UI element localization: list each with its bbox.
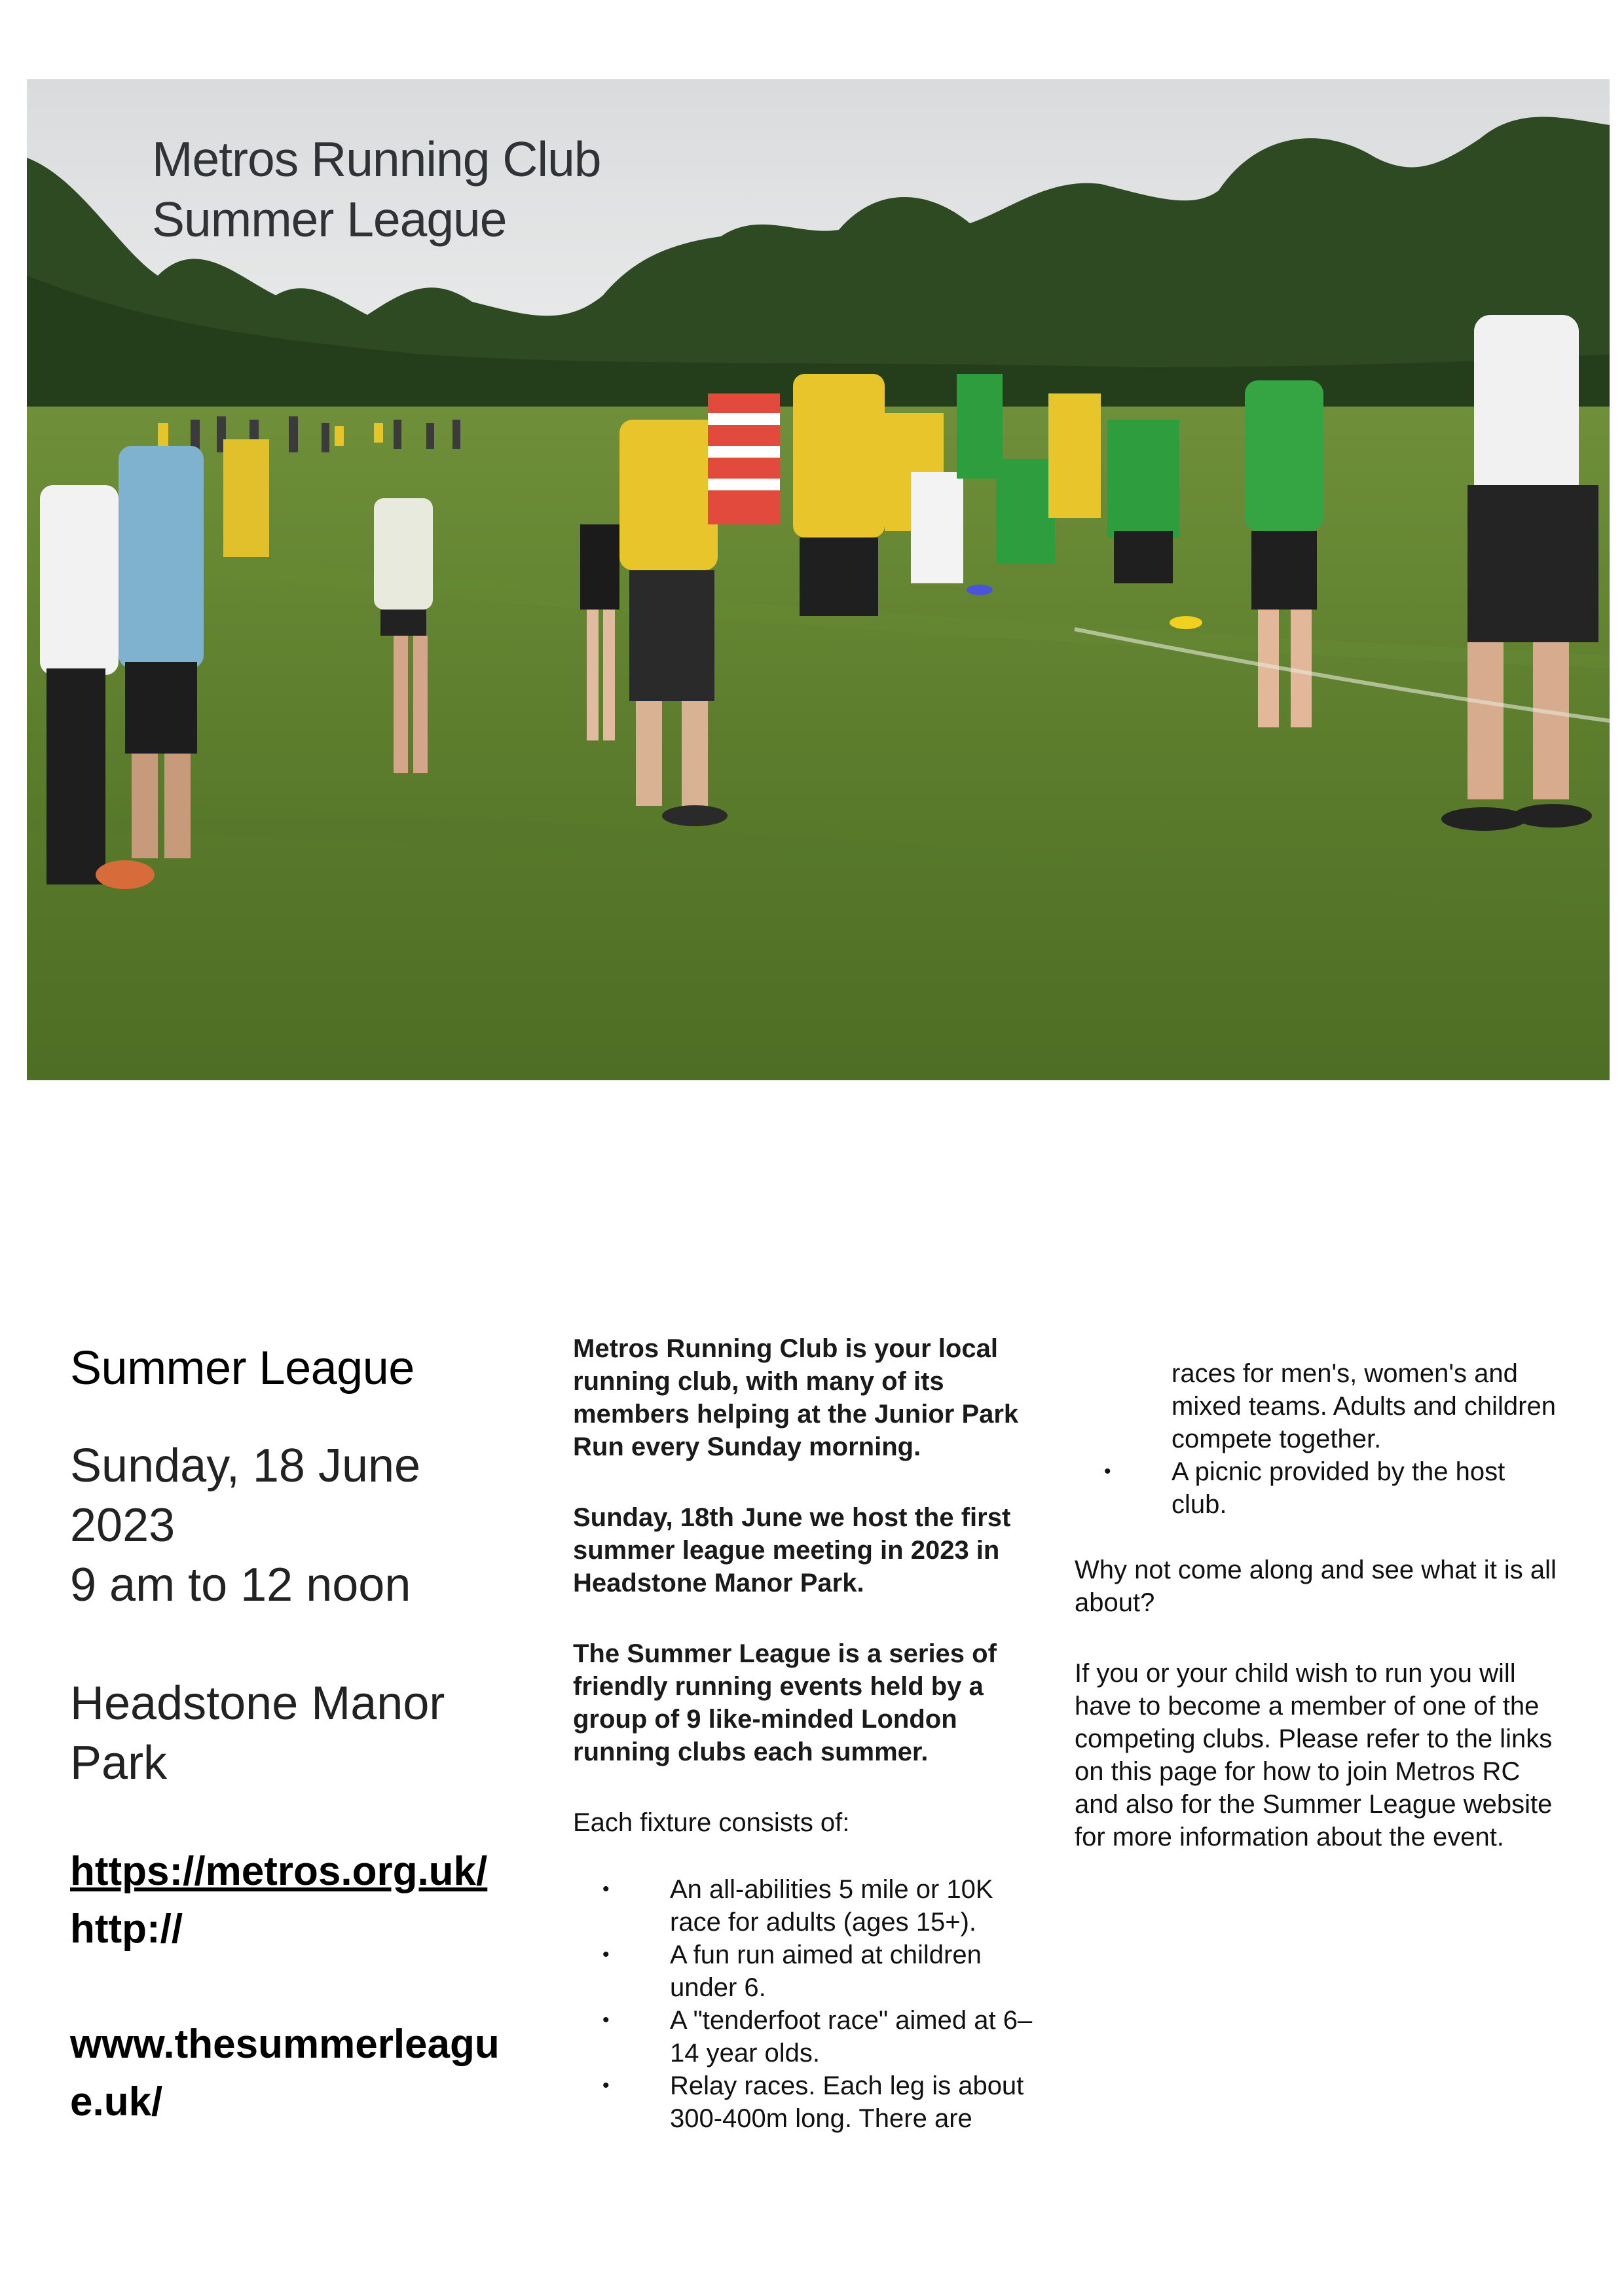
venue-line2: Park <box>70 1737 168 1789</box>
intro-paragraph: Metros Running Club is your local running club, with many of its members helping at the Junior Park Run every Sunday morning. <box>573 1334 1019 1461</box>
list-item <box>573 1939 1044 2004</box>
bullet-icon: • <box>602 2075 610 2096</box>
left-column <box>70 1336 542 2131</box>
bullet-icon: • <box>1104 1461 1111 1482</box>
event-announcement: Sunday, 18th June we host the first summer league meeting in 2023 in Headstone Manor Park. <box>573 1503 1011 1597</box>
links-block <box>70 1843 542 2131</box>
list-item <box>573 1873 1044 1939</box>
list-item <box>573 2069 1044 2135</box>
fixture-list-continued <box>1075 1455 1559 1521</box>
membership-paragraph: If you or your child wish to run you will have to become a member of one of the competing clubs. Please refer to the links on this page for how to join Metros RC and also for the Summer League website for more information about the event. <box>1075 1659 1553 1851</box>
fixture-list <box>573 1873 1044 2135</box>
link-spacer <box>70 1958 542 2016</box>
hero-title <box>152 129 601 249</box>
middle-column <box>573 1332 1044 2135</box>
hero-photo <box>27 79 1610 1080</box>
list-item-text: A picnic provided by the host club. <box>1172 1457 1505 1519</box>
venue-line1: Headstone Manor <box>70 1677 445 1730</box>
date-line1: Sunday, 18 June <box>70 1440 421 1492</box>
list-item-text: A fun run aimed at children under 6. <box>670 1941 982 2002</box>
relay-continued-text: races for men's, women's and mixed teams. Adults and children compete together. <box>1172 1359 1556 1453</box>
summer-league-link-line2[interactable]: www.thesummerleagu <box>70 2022 500 2067</box>
list-item <box>1075 1455 1559 1521</box>
list-item-text: Relay races. Each leg is about 300-400m long. There are <box>670 2071 1024 2133</box>
invite-paragraph: Why not come along and see what it is all about? <box>1075 1556 1557 1617</box>
event-venue <box>70 1674 542 1793</box>
hero-title-line2: Summer League <box>152 192 507 247</box>
fixture-intro: Each fixture consists of: <box>573 1808 850 1837</box>
date-line2: 2023 <box>70 1499 175 1552</box>
list-item-text: An all-abilities 5 mile or 10K race for adults (ages 15+). <box>670 1875 993 1937</box>
summer-league-link-line1[interactable]: http:// <box>70 1906 183 1952</box>
bullet-icon: • <box>602 1944 610 1965</box>
list-item <box>573 2004 1044 2069</box>
event-time: 9 am to 12 noon <box>70 1559 411 1611</box>
summer-league-link-line3[interactable]: e.uk/ <box>70 2079 163 2124</box>
section-heading: Summer League <box>70 1342 415 1394</box>
right-column <box>1075 1357 1559 1891</box>
list-item-text: A "tenderfoot race" aimed at 6–14 year olds. <box>670 2006 1033 2068</box>
bullet-icon: • <box>602 1878 610 1900</box>
bullet-icon: • <box>602 2009 610 2031</box>
metros-website-link[interactable]: https://metros.org.uk/ <box>70 1849 488 1894</box>
league-description: The Summer League is a series of friendly running events held by a group of 9 like-minded London running clubs each summer. <box>573 1639 997 1766</box>
event-date-time <box>70 1436 542 1615</box>
hero-title-line1: Metros Running Club <box>152 132 601 187</box>
